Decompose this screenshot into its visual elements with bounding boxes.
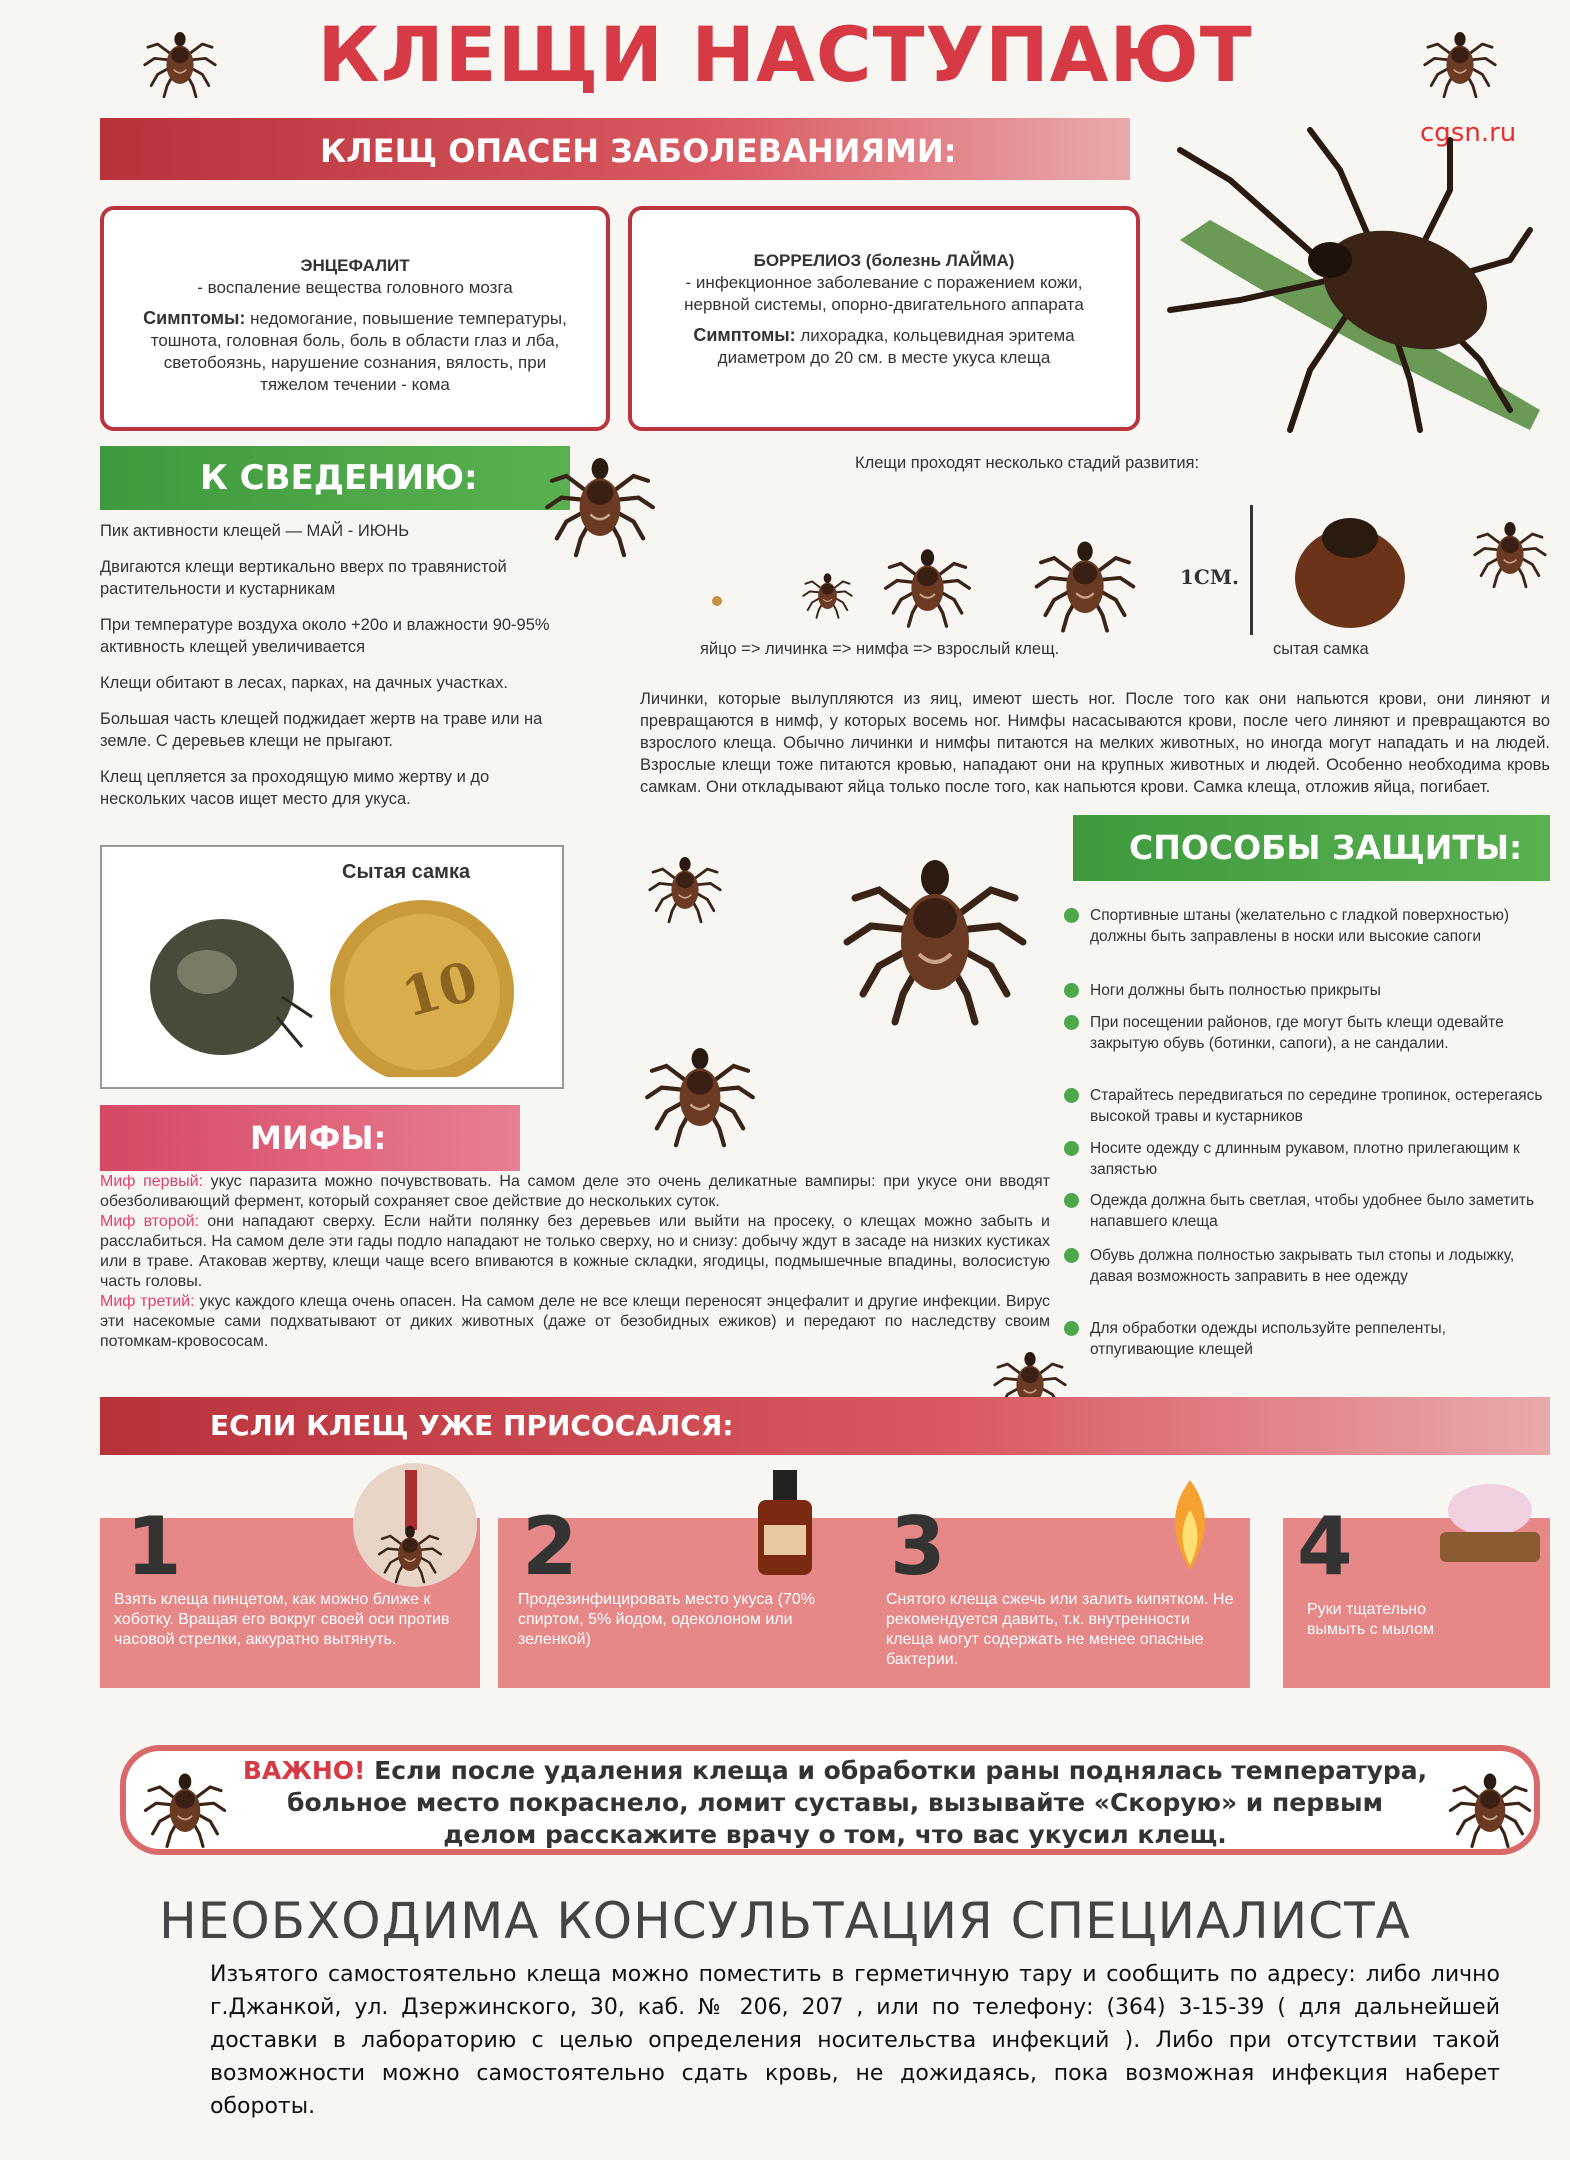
coin-value: 10: [394, 948, 485, 1030]
myths-heading: МИФЫ:: [100, 1105, 520, 1171]
important-label: ВАЖНО!: [242, 1756, 366, 1785]
scale-label: 1СМ.: [1180, 565, 1239, 589]
borreliosis-desc: - инфекционное заболевание с поражением кожи, нервной системы, опорно-двигательного аппарата: [684, 273, 1084, 314]
protection-item: Обувь должна полностью закрывать тыл стопы и лодыжку, давая возможность заправить в нее одежду: [1090, 1245, 1550, 1287]
borreliosis-symptoms: лихорадка, кольцевидная эритема диаметром до 20 см. в месте укуса клеща: [717, 326, 1075, 367]
fed-female-photo: [100, 845, 564, 1089]
nymph-icon: [880, 535, 975, 630]
encephalitis-desc: - воспаление вещества головного мозга: [197, 278, 513, 297]
tick-icon: [1445, 1760, 1535, 1850]
consultation-banner: НЕОБХОДИМА КОНСУЛЬТАЦИЯ СПЕЦИАЛИСТА: [159, 1892, 1411, 1950]
encephalitis-box: [100, 206, 610, 431]
important-text: ВАЖНО! Если после удаления клеща и обработки раны поднялась температура, больное место покраснело, ломит суставы, вызывайте «Скорую» и первым делом расскажите врачу о том, что вас укусил клещ.: [242, 1756, 1428, 1849]
info-paragraph: При температуре воздуха около +20о и влажности 90-95% активность клещей увеличивается: [100, 616, 550, 656]
fed-female-icon: [1280, 498, 1420, 638]
tick-icon: [835, 830, 1035, 1030]
diseases-heading: КЛЕЩ ОПАСЕН ЗАБОЛЕВАНИЯМИ:: [100, 118, 1130, 180]
encephalitis-symptoms-label: Симптомы:: [143, 308, 246, 328]
protection-item: Ноги должны быть полностью прикрыты: [1090, 980, 1550, 1001]
protection-item: Спортивные штаны (желательно с гладкой поверхностью) должны быть заправлены в носки или высокие сапоги: [1090, 905, 1550, 947]
myths-list: [100, 1172, 1050, 1352]
info-paragraph: Двигаются клещи вертикально вверх по травянистой растительности и кустарникам: [100, 558, 507, 598]
myth-item: Миф второй: они нападают сверху. Если найти полянку без деревьев или выйти на просеку, о клещах можно забыть и расслабиться. На самом деле эти гады подло нападают не только сверху, но и снизу: добычу ждут в засаде на низких кустиках или в траве. Атаковав жертву, клещи чаще всего впиваются в кожные складки, ягодицы, подмышечные впадины, волосистую часть головы.: [100, 1213, 1050, 1290]
watermark: cgsn.ru: [1420, 118, 1517, 148]
footer-text: Изъятого самостоятельно клеща можно поместить в герметичную тару и сообщить по адресу: либо лично г.Джанкой, ул. Дзержинского, 30, каб. № 206, 207 , или по телефону: (364) 3-15-39 ( для дальнейшей доставки в лабораторию с целью определения носительства инфекций ). Либо при отсутствии такой возможности можно самостоятельно сдать кровь, не дожидаясь, пока возможная инфекция наберет обороты.: [210, 1962, 1500, 2119]
stages-sequence: яйцо => личинка => нимфа => взрослый клещ.: [700, 640, 1060, 658]
bottle-image: [740, 1465, 830, 1580]
borreliosis-name: БОРРЕЛИОЗ (болезнь ЛАЙМА): [753, 251, 1015, 270]
info-paragraph: Большая часть клещей поджидает жертв на траве или на земле. С деревьев клещи не прыгают.: [100, 710, 543, 750]
protection-item: Одежда должна быть светлая, чтобы удобнее было заметить напавшего клеща: [1090, 1190, 1550, 1232]
adult-tick-icon: [1030, 525, 1140, 635]
tick-icon: [640, 1030, 760, 1150]
page-title: КЛЕЩИ НАСТУПАЮТ: [317, 10, 1253, 99]
info-paragraphs: [100, 520, 560, 810]
step-2: 2 Продезинфицировать место укуса (70% спиртом, 5% йодом, одеколоном или зеленкой): [498, 1518, 878, 1688]
borreliosis-box: [628, 206, 1140, 431]
tick-icon: [140, 1760, 230, 1850]
step-1: 1 Взять клеща пинцетом, как можно ближе к хоботку. Вращая его вокруг своей оси против часовой стрелки, аккуратно вытянуть.: [100, 1518, 480, 1688]
tick-icon: [140, 20, 220, 100]
flame-image: [1130, 1470, 1250, 1590]
protection-item: Носите одежду с длинным рукавом, плотно прилегающим к запястью: [1090, 1138, 1550, 1180]
stages-heading: Клещи проходят несколько стадий развития:: [855, 454, 1200, 472]
scale-bar: [1250, 505, 1253, 635]
borreliosis-symptoms-label: Симптомы:: [693, 325, 796, 345]
attached-heading: ЕСЛИ КЛЕЩ УЖЕ ПРИСОСАЛСЯ:: [100, 1397, 1550, 1455]
info-paragraph: Клещ цепляется за проходящую мимо жертву и до нескольких часов ищет место для укуса.: [100, 768, 490, 808]
protection-item: При посещении районов, где могут быть клещи одевайте закрытую обувь (ботинки, сапоги), а не сандалии.: [1090, 1012, 1550, 1054]
tick-icon: [645, 845, 725, 925]
protection-item: Старайтесь передвигаться по середине тропинок, остерегаясь высокой травы и кустарников: [1090, 1085, 1550, 1127]
step-4: 4 Руки тщательно вымыть с мылом: [1283, 1518, 1550, 1688]
fed-female-label: сытая самка: [1273, 640, 1369, 658]
large-tick-on-grass-illustration: [1120, 110, 1540, 440]
info-heading: К СВЕДЕНИЮ:: [100, 446, 570, 510]
egg-icon: [706, 590, 728, 612]
photo-caption: Сытая самка: [342, 861, 471, 883]
tick-icon: [1470, 510, 1550, 590]
step-3: 3 Снятого клеща сжечь или залить кипятком. Не рекомендуется давить, т.к. внутренности клеща могут содержать не менее опасные бактерии.: [870, 1518, 1250, 1688]
larva-icon: [800, 565, 855, 620]
myth-item: Миф третий: укус каждого клеща очень опасен. На самом деле не все клещи переносят энцефалит и другие инфекции. Вирус эти насекомые сами подхватывают от диких животных (даже от безобидных ежиков) и передают по наследству своим потомкам-кровососам.: [100, 1293, 1051, 1350]
info-paragraph: Клещи обитают в лесах, парках, на дачных участках.: [100, 674, 508, 692]
tick-icon: [1420, 20, 1500, 100]
protection-item: Для обработки одежды используйте реппеленты, отпугивающие клещей: [1090, 1318, 1550, 1360]
encephalitis-symptoms: недомогание, повышение температуры, тошнота, головная боль, боль в области глаз и лба, светобоязнь, нарушение сознания, вялость, при тяжелом течении - кома: [150, 309, 567, 394]
soap-image: [1430, 1470, 1550, 1580]
tweezers-image: [350, 1460, 480, 1590]
tick-and-coin-image: [132, 887, 552, 1077]
stages-description: Личинки, которые вылупляются из яиц, имеют шесть ног. После того как они напьются крови, они линяют и превращаются в нимф, у которых восемь ног. Нимфы насасываются крови, после чего линяют и превращаются во взрослого клеща. Обычно личинки и нимфы питаются на мелких животных, но иногда могут нападать и на людей. Взрослые клещи тоже питаются кровью, нападают они на крупных животных и людей. Особенно необходима кровь самкам. Они откладывают яйца только после того, как напьются крови. Самка клеща, отложив яйца, погибает.: [640, 690, 1550, 796]
myth-item: Миф первый: укус паразита можно почувствовать. На самом деле это очень деликатные вампиры: при укусе они вводят обезболивающий фермент, который сохраняет свое действие до нескольких суток.: [100, 1173, 1051, 1210]
protection-heading: СПОСОБЫ ЗАЩИТЫ:: [1073, 815, 1550, 881]
encephalitis-name: ЭНЦЕФАЛИТ: [300, 256, 410, 275]
info-paragraph: Пик активности клещей — МАЙ - ИЮНЬ: [100, 522, 410, 540]
